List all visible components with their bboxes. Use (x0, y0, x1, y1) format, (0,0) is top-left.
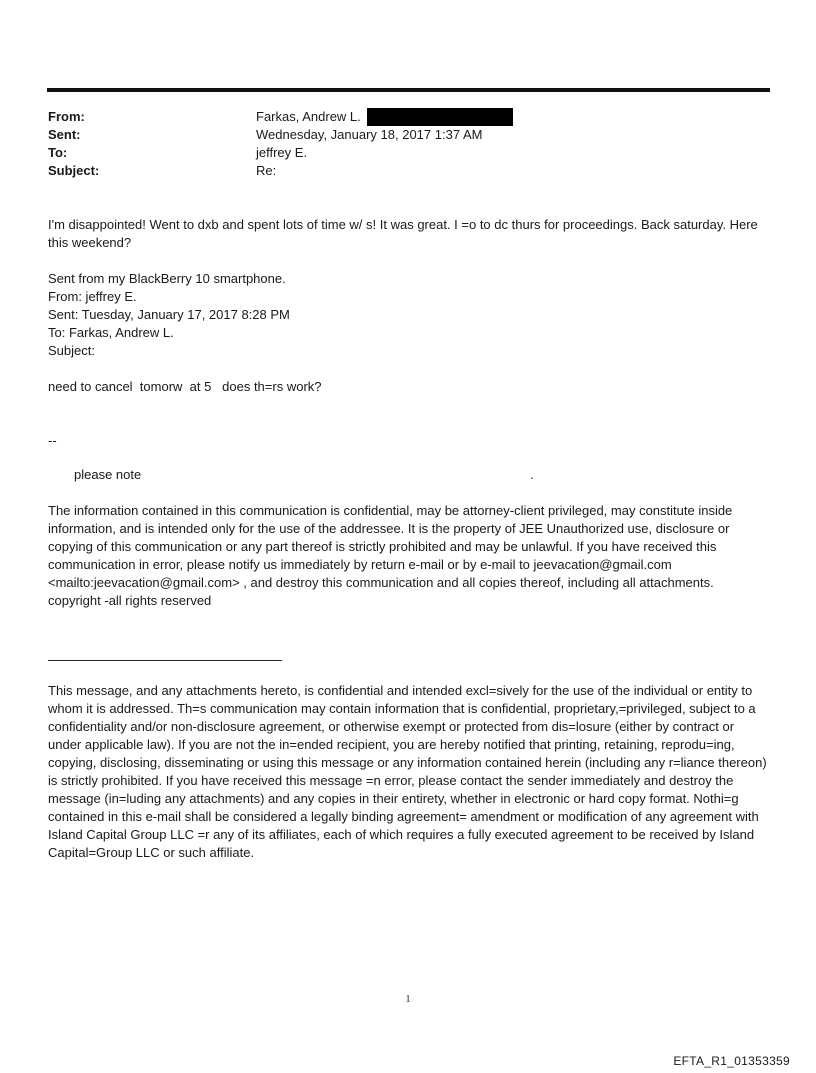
quoted-subject: Subject: (48, 343, 95, 358)
redaction-box (367, 108, 513, 126)
subject-value: Re: (256, 163, 277, 178)
page-number: 1 (405, 994, 411, 1005)
please-note: please note (74, 467, 142, 482)
to-value: jeffrey E. (256, 145, 308, 160)
from-value-wrap (256, 108, 513, 126)
header-divider (47, 88, 770, 92)
signature-line: Sent from my BlackBerry 10 smartphone. (48, 271, 286, 286)
signature-dash: -- (48, 433, 57, 448)
subject-label: Subject: (48, 163, 100, 178)
from-row (48, 108, 768, 126)
dot-mark: . (530, 467, 534, 482)
from-value: Farkas, Andrew L. (256, 109, 361, 124)
quoted-message: need to cancel tomorw at 5 does th=rs work? (48, 379, 322, 394)
sent-row (48, 126, 768, 144)
document-id: EFTA_R1_01353359 (673, 1054, 790, 1068)
quoted-to: To: Farkas, Andrew L. (48, 325, 174, 340)
subject-row (48, 162, 768, 180)
sent-value: Wednesday, January 18, 2017 1:37 AM (256, 127, 483, 142)
reply-text: I'm disappointed! Went to dxb and spent lots of time w/ s! It was great. I =o to dc thurs for proceedings. Back saturday. Here this weekend? (48, 217, 762, 250)
from-label: From: (48, 109, 85, 124)
sent-label: Sent: (48, 127, 81, 142)
disclaimer-island-capital: This message, and any attachments hereto, is confidential and intended excl=sively for the use of the individual or entity to whom it is addressed. Th=s communication may contain information that is confidential, proprietary,=privileged, subject to a confidentiality and/or non-disclosure agreement, or otherwise exempt or protected from dis=losure (either by contract or under applicable law). If you are not the in=ended recipient, you are hereby notified that printing, retaining, reprodu=ing, copying, disclosing, disseminating or using this message or any information contained herein (including any r=liance thereon) is strictly prohibited. If you have received this message =n error, please contact the sender immediately and destroy the message (in=luding any attachments) and any copies in their entirety, whether in electronic or hard copy format. Nothi=g contained in this e-mail shall be considered a legally binding agreement= amendment or modification of any agreement with Island Capital Group LLC =r any of its affiliates, each of which requires a fully executed agreement to be received by Island Capital=Group LLC or such affiliate. (48, 683, 771, 860)
quoted-sent: Sent: Tuesday, January 17, 2017 8:28 PM (48, 307, 290, 322)
email-header (48, 108, 768, 180)
disclaimer-jee: The information contained in this communication is confidential, may be attorney-client privileged, may constitute inside information, and is intended only for the use of the addressee. It is the property of JEE Unauthorized use, disclosure or copying of this communication or any part thereof is strictly prohibited and may be unlawful. If you have received this communication in error, please notify us immediately by return e-mail or by e-mail to jeevacation@gmail.com <mailto:jeevacation@gmail.com> , and destroy this communication and all copies thereof, including all attachments. copyright -all rights reserved (48, 503, 736, 608)
to-label: To: (48, 145, 68, 160)
quoted-from: From: jeffrey E. (48, 289, 137, 304)
disclaimer-divider (48, 660, 282, 661)
to-row (48, 144, 768, 162)
